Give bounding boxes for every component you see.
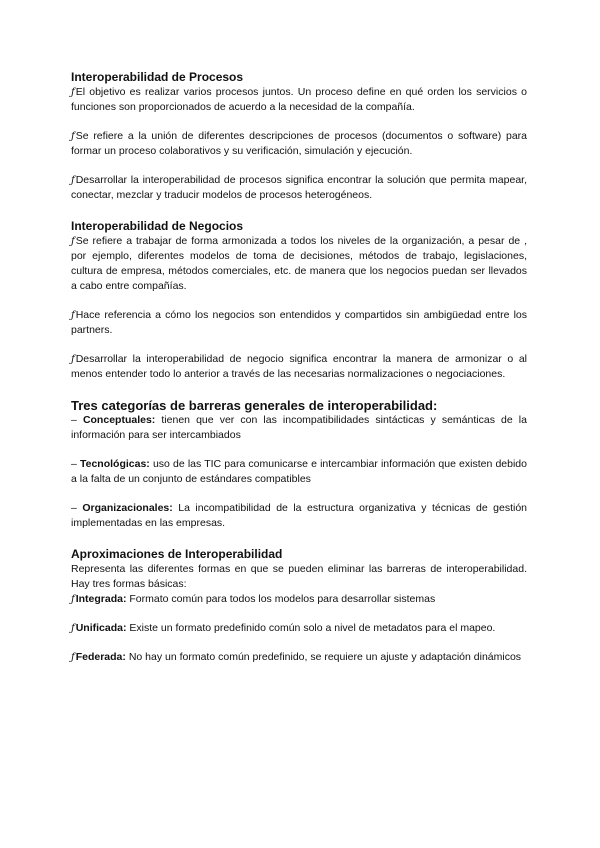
list-item: – Organizacionales: La incompatibilidad de la estructura organizativa y técnicas de gestión implementadas en las empresas. [71, 502, 527, 529]
list-item: ƒIntegrada: Formato común para todos los modelos para desarrollar sistemas [71, 593, 436, 605]
list-item: ƒUnificada: Existe un formato predefinido común solo a nivel de metadatos para el mapeo. [71, 622, 496, 634]
list-item: – Tecnológicas: uso de las TIC para comunicarse e intercambiar información que existen debido a la falta de un conjunto de estándares compatibles [71, 458, 527, 485]
bullet-glyph: ƒ [71, 594, 75, 605]
bullet-glyph: ƒ [71, 175, 75, 186]
list-item: ƒFederada: No hay un formato común predefinido, se requiere un ajuste y adaptación dinámicos [71, 651, 522, 663]
list-item: – Conceptuales: tienen que ver con las incompatibilidades sintácticas y semánticas de la información para ser intercambiados [71, 414, 527, 441]
paragraph: ƒDesarrollar la interoperabilidad de procesos significa encontrar la solución que permita mapear, conectar, mezclar y traducir modelos de procesos heterogéneos. [71, 174, 527, 201]
bullet-glyph: ƒ [71, 131, 75, 142]
bullet-glyph: ƒ [71, 310, 75, 321]
section-title-procesos: Interoperabilidad de Procesos [71, 70, 244, 84]
bullet-glyph: ƒ [71, 87, 75, 98]
paragraph: ƒDesarrollar la interoperabilidad de negocio significa encontrar la manera de armonizar o al menos entender todo lo anterior a través de las necesarias normalizaciones o negociaciones. [71, 353, 527, 380]
bullet-glyph: ƒ [71, 354, 75, 365]
document-content [71, 70, 527, 665]
bullet-glyph: ƒ [71, 236, 75, 247]
paragraph: Representa las diferentes formas en que se pueden eliminar las barreras de interoperabilidad. Hay tres formas básicas: [71, 563, 527, 590]
paragraph: ƒSe refiere a la unión de diferentes descripciones de procesos (documentos o software) para formar un proceso colaborativos y su verificación, simulación y ejecución. [71, 130, 527, 157]
paragraph: ƒEl objetivo es realizar varios procesos juntos. Un proceso define en qué orden los servicios o funciones son proporcionados de acuerdo a la necesidad de la compañía. [71, 86, 527, 113]
section-title-barreras: Tres categorías de barreras generales de interoperabilidad: [71, 398, 438, 413]
section-title-aproximaciones: Aproximaciones de Interoperabilidad [71, 547, 283, 561]
paragraph: ƒSe refiere a trabajar de forma armonizada a todos los niveles de la organización, a pesar de , por ejemplo, diferentes modelos de toma de decisiones, métodos de trabajo, legislaciones, cultura de empresa, métodos comerciales, etc. de manera que los negocios puedan ser llevados a cabo entre compañías. [71, 235, 527, 292]
paragraph: ƒHace referencia a cómo los negocios son entendidos y compartidos sin ambigüedad entre los partners. [71, 309, 527, 336]
bullet-glyph: ƒ [71, 652, 75, 663]
section-title-negocios: Interoperabilidad de Negocios [71, 219, 244, 233]
bullet-glyph: ƒ [71, 623, 75, 634]
